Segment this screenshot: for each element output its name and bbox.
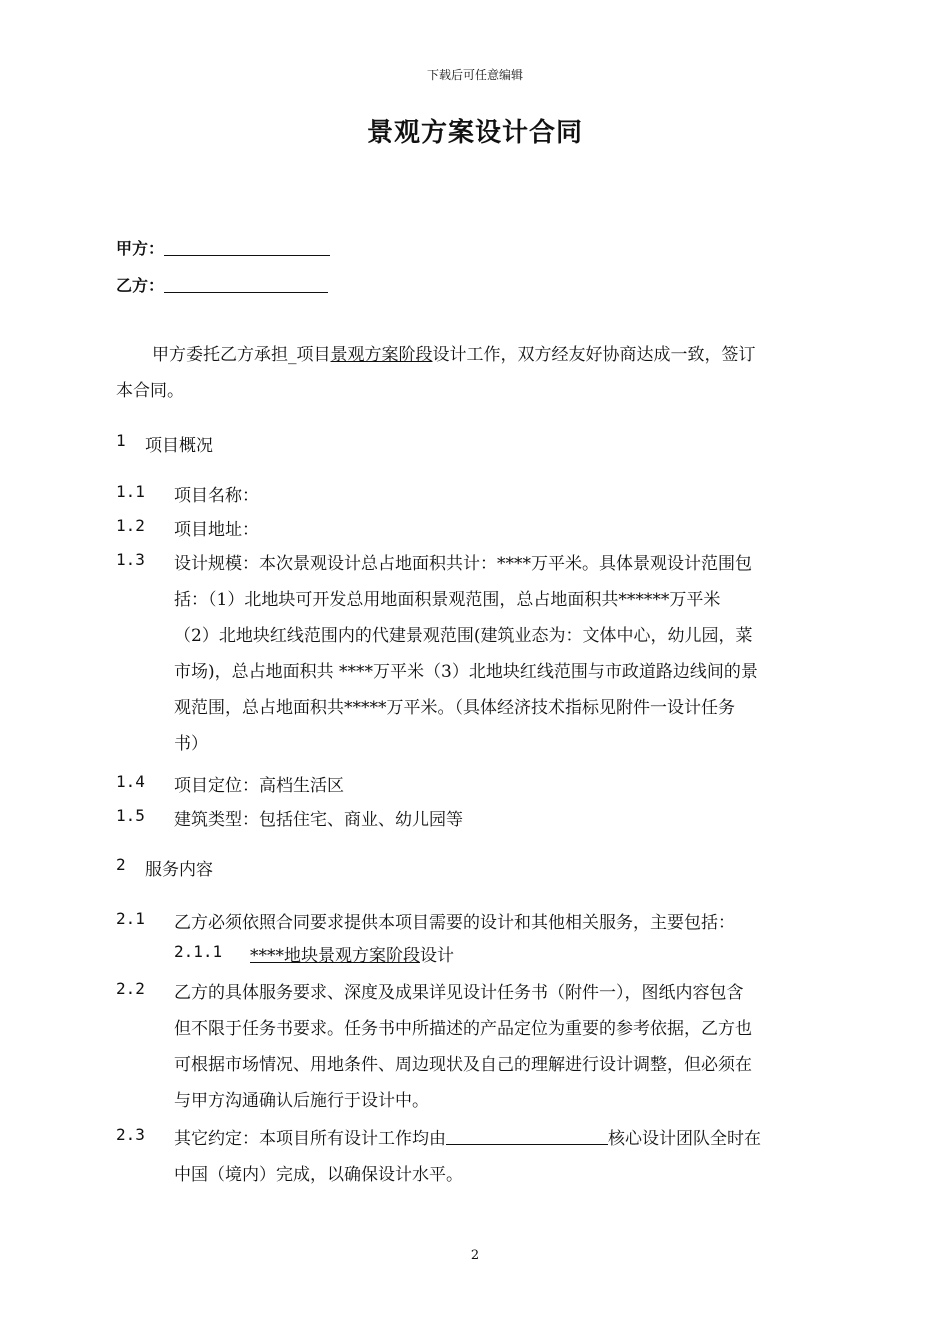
section-2-number: 2 xyxy=(116,855,126,874)
item-2-1-1-text xyxy=(250,941,454,966)
item-1-3-line-3: （2）北地块红线范围内的代建景观范围(建筑业态为：文体中心，幼儿园，菜 xyxy=(174,626,753,646)
intro-underlined: 景观方案阶段 xyxy=(330,345,433,365)
item-1-3-line-2: 括：（1）北地块可开发总用地面积景观范围，总占地面积共******万平米 xyxy=(174,590,721,610)
item-2-1-text: 乙方必须依照合同要求提供本项目需要的设计和其他相关服务，主要包括： xyxy=(174,913,735,933)
party-a-line xyxy=(116,236,330,259)
item-2-3-blank xyxy=(446,1129,608,1145)
header-note: 下载后可任意编辑 xyxy=(426,68,523,82)
intro-line-2: 本合同。 xyxy=(116,381,184,401)
item-1-3-line-5: 观范围，总占地面积共*****万平米。（具体经济技术指标见附件一设计任务 xyxy=(174,698,735,718)
item-2-3-pre: 其它约定：本项目所有设计工作均由 xyxy=(174,1129,446,1149)
item-1-3-number: 1.3 xyxy=(116,550,145,569)
intro-pre: 甲方委托乙方承担_项目 xyxy=(152,345,331,365)
item-1-1-number: 1.1 xyxy=(116,482,145,501)
item-2-3-line-1 xyxy=(174,1124,761,1149)
item-1-3-line-4: 市场)，总占地面积共 ****万平米（3）北地块红线范围与市政道路边线间的景 xyxy=(174,662,758,682)
party-b-label: 乙方： xyxy=(116,276,165,295)
item-1-5-number: 1.5 xyxy=(116,806,145,825)
item-1-2-number: 1.2 xyxy=(116,516,145,535)
item-2-2-line-4: 与甲方沟通确认后施行于设计中。 xyxy=(174,1091,429,1111)
intro-line-1 xyxy=(152,340,756,365)
item-2-1-1-post: 设计 xyxy=(420,946,454,966)
item-2-1-1-number: 2.1.1 xyxy=(174,942,223,961)
item-1-3-line-6: 书） xyxy=(174,734,208,754)
item-2-3-post: 核心设计团队全时在 xyxy=(608,1129,761,1149)
page-number: 2 xyxy=(470,1248,480,1263)
item-1-1-text: 项目名称： xyxy=(174,486,259,506)
item-1-4-number: 1.4 xyxy=(116,772,145,791)
item-2-1-number: 2.1 xyxy=(116,909,145,928)
section-1-number: 1 xyxy=(116,431,126,450)
document-title: 景观方案设计合同 xyxy=(366,118,583,148)
party-b-line xyxy=(116,273,328,296)
item-2-2-number: 2.2 xyxy=(116,979,145,998)
party-a-blank xyxy=(164,239,330,256)
party-b-blank xyxy=(164,276,328,293)
item-2-2-line-2: 但不限于任务书要求。任务书中所描述的产品定位为重要的参考依据，乙方也 xyxy=(174,1019,752,1039)
item-1-5-text: 建筑类型：包括住宅、商业、幼儿园等 xyxy=(174,810,463,830)
section-2-title: 服务内容 xyxy=(145,860,213,880)
section-1-title: 项目概况 xyxy=(145,436,213,456)
item-1-2-text: 项目地址： xyxy=(174,520,259,540)
item-2-1-1-underlined: ****地块景观方案阶段 xyxy=(250,946,420,966)
item-1-4-text: 项目定位：高档生活区 xyxy=(174,776,344,796)
item-2-2-line-3: 可根据市场情况、用地条件、周边现状及自己的理解进行设计调整，但必须在 xyxy=(174,1055,752,1075)
item-1-3-line-1: 设计规模：本次景观设计总占地面积共计：****万平米。具体景观设计范围包 xyxy=(174,554,752,574)
party-a-label: 甲方： xyxy=(116,239,165,258)
item-2-2-line-1: 乙方的具体服务要求、深度及成果详见设计任务书（附件一），图纸内容包含 xyxy=(174,983,744,1003)
item-2-3-line-2: 中国（境内）完成，以确保设计水平。 xyxy=(174,1165,463,1185)
intro-post: 设计工作，双方经友好协商达成一致，签订 xyxy=(432,345,756,365)
item-2-3-number: 2.3 xyxy=(116,1125,145,1144)
